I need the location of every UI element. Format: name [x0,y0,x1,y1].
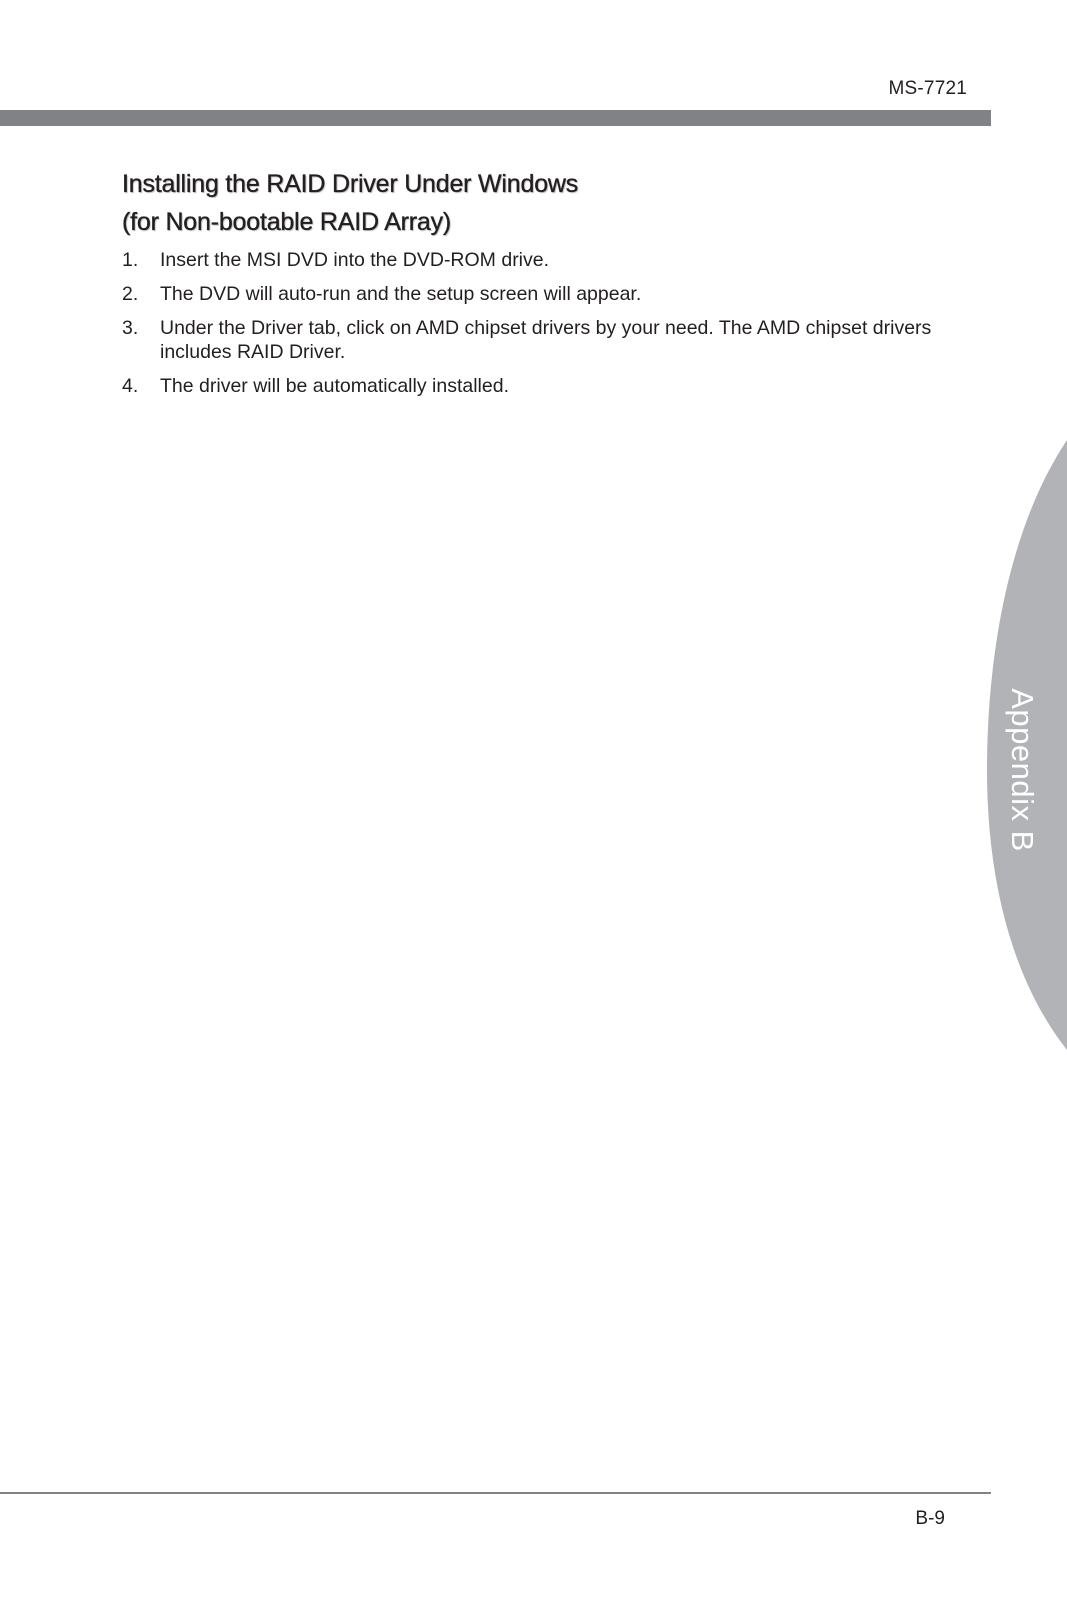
footer-rule [0,1492,991,1494]
step-number: 2. [122,283,139,305]
page-number: B-9 [915,1508,945,1529]
side-tab-label: Appendix B [1005,688,1040,852]
step-number: 4. [122,375,139,397]
header-bar [0,110,991,126]
list-item [122,282,962,306]
step-number: 3. [122,317,139,339]
list-item [122,316,962,364]
step-number: 1. [122,249,139,271]
model-number: MS-7721 [888,78,967,99]
list-item [122,248,962,272]
section-title-line-1: Installing the RAID Driver Under Windows [122,170,579,198]
step-text: Insert the MSI DVD into the DVD-ROM drive. [160,249,550,271]
step-text: Under the Driver tab, click on AMD chipset drivers by your need. The AMD chipset drivers includes RAID Driver. [160,317,932,363]
section-title-line-2: (for Non-bootable RAID Array) [122,208,452,236]
step-text: The driver will be automatically installed. [160,375,509,397]
list-item [122,374,962,398]
step-text: The DVD will auto-run and the setup screen will appear. [160,283,642,305]
steps-list [122,248,962,408]
